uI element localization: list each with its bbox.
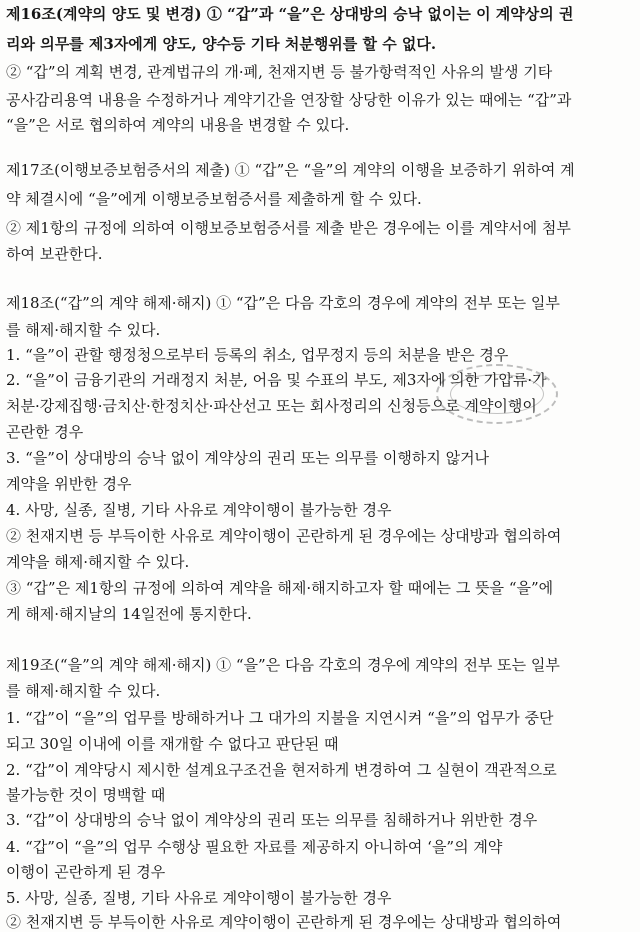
article-18-line: 2. “을”이 금융기관의 거래정지 처분, 어음 및 수표의 부도, 제3자에 의한 가압류·가 [6, 371, 547, 389]
article-19-line: 이행이 곤란하게 된 경우 [6, 863, 166, 881]
article-16-line: 제16조(계약의 양도 및 변경) ① “갑”과 “을”은 상대방의 승낙 없이는 이 계약상의 권 [6, 5, 574, 23]
article-18-line: 1. “을”이 관할 행정청으로부터 등록의 취소, 업무정지 등의 처분을 받은 경우 [6, 346, 509, 364]
article-18-line: 3. “을”이 상대방의 승낙 없이 계약상의 권리 또는 의무를 이행하지 않거나 [6, 449, 490, 467]
article-16-line: 공사감리용역 내용을 수정하거나 계약기간을 연장할 상당한 이유가 있는 때에는 “갑”과 [6, 91, 572, 109]
article-19-line: 불가능한 것이 명백할 때 [6, 786, 166, 804]
article-17-line: 제17조(이행보증보험증서의 제출) ① “갑”은 “을”의 계약의 이행을 보증하기 위하여 계 [6, 161, 575, 179]
article-18-line: 처분·강제집행·금치산·한정치산·파산선고 또는 회사정리의 신청등으로 계약이행이 [6, 397, 537, 415]
article-16-line: 리와 의무를 제3자에게 양도, 양수등 기타 처분행위를 할 수 없다. [6, 35, 437, 53]
article-19-line: 1. “갑”이 “을”의 업무를 방해하거나 그 대가의 지불을 지연시켜 “을”의 업무가 중단 [6, 709, 554, 727]
article-19-line: ② 천재지변 등 부득이한 사유로 계약이행이 곤란하게 된 경우에는 상대방과 협의하여 [6, 913, 562, 931]
article-16-line: ② “갑”의 계획 변경, 관계법규의 개·폐, 천재지변 등 불가항력적인 사유의 발생 기타 [6, 63, 553, 81]
article-17-line: ② 제1항의 규정에 의하여 이행보증보험증서를 제출 받은 경우에는 이를 계약서에 첨부 [6, 219, 571, 237]
article-18-line: ③ “갑”은 제1항의 규정에 의하여 계약을 해제·해지하고자 할 때에는 그 뜻을 “을”에 [6, 579, 554, 597]
article-18-line: 계약을 위반한 경우 [6, 475, 132, 493]
article-18-line: 를 해제·해지할 수 있다. [6, 321, 161, 339]
article-18-line: 게 해제·해지날의 14일전에 통지한다. [6, 605, 252, 623]
article-17-line: 하여 보관한다. [6, 245, 103, 263]
article-19-line: 를 해제·해지할 수 있다. [6, 682, 161, 700]
article-19-line: 제19조(“을”의 계약 해제·해지) ① “을”은 다음 각호의 경우에 계약의 전부 또는 일부 [6, 656, 560, 674]
article-19-line: 2. “갑”이 계약당시 제시한 설계요구조건을 현저하게 변경하여 그 실현이 객관적으로 [6, 761, 557, 779]
article-18-line: 계약을 해제·해지할 수 있다. [6, 553, 190, 571]
article-19-line: 되고 30일 이내에 이를 재개할 수 없다고 판단된 때 [6, 735, 339, 753]
article-18-line: 곤란한 경우 [6, 423, 84, 441]
article-17-line: 약 체결시에 “을”에게 이행보증보험증서를 제출하게 할 수 있다. [6, 190, 422, 208]
article-19-line: 5. 사망, 실종, 질병, 기타 사유로 계약이행이 불가능한 경우 [6, 889, 392, 907]
article-16-line: “을”은 서로 협의하여 계약의 내용을 변경할 수 있다. [6, 116, 350, 134]
article-18-line: 제18조(“갑”의 계약 해제·해지) ① “갑”은 다음 각호의 경우에 계약의 전부 또는 일부 [6, 294, 560, 312]
article-19-line: 4. “갑”이 “을”의 업무 수행상 필요한 자료를 제공하지 아니하여 ‘을”의 계약 [6, 838, 503, 856]
article-18-line: 4. 사망, 실종, 질병, 기타 사유로 계약이행이 불가능한 경우 [6, 501, 392, 519]
article-18-line: ② 천재지변 등 부득이한 사유로 계약이행이 곤란하게 된 경우에는 상대방과 협의하여 [6, 527, 562, 545]
article-19-line: 3. “갑”이 상대방의 승낙 없이 계약상의 권리 또는 의무를 침해하거나 위반한 경우 [6, 811, 538, 829]
